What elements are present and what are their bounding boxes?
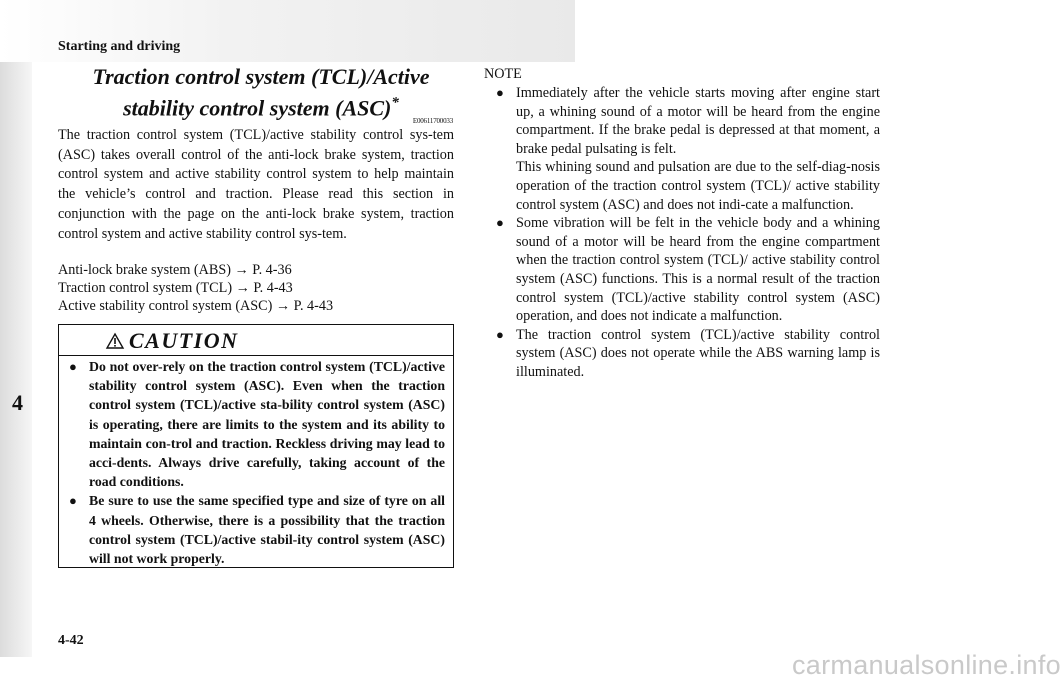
reference-abs: Anti-lock brake system (ABS) → P. 4-36 xyxy=(58,262,292,278)
note-item-text: Immediately after the vehicle starts moving after engine start up, a whining sound of a motor will be heard from the engine compartment. If the brake pedal is depressed at that moment, a brake pedal pulsating is felt. xyxy=(516,85,880,157)
warning-triangle-icon xyxy=(106,333,124,349)
reference-list xyxy=(58,261,454,315)
bullet: ● xyxy=(69,359,77,374)
caution-title: CAUTION xyxy=(129,328,239,353)
caution-box xyxy=(58,324,454,568)
note-label: NOTE xyxy=(484,66,522,82)
watermark: carmanualsonline.info xyxy=(792,650,1061,680)
caution-item-text: Be sure to use the same specified type and size of tyre on all 4 wheels. Otherwise, there is a possibility that the traction control system (TCL)/active stabil-ity control system (ASC) will not work properly. xyxy=(89,493,445,567)
page-number: 4-42 xyxy=(58,633,84,648)
note-item xyxy=(496,84,880,214)
note-item xyxy=(496,214,880,326)
chapter-tab xyxy=(0,62,32,657)
caution-item-text: Do not over-rely on the traction control system (TCL)/active stability control system (ASC). Even when the traction control system (TCL)/active sta-bility control system (ASC) is operating, there are limits to the system and its ability to maintain con-trol and traction. Reckless driving may lead to acci-dents. Always drive carefully, taking account of the road conditions. xyxy=(89,359,445,490)
title-asterisk: * xyxy=(391,95,399,111)
chapter-number: 4 xyxy=(12,390,23,415)
caution-list xyxy=(69,357,445,568)
caution-item xyxy=(69,491,445,568)
bullet: ● xyxy=(496,85,504,100)
caution-item xyxy=(69,357,445,491)
caution-header xyxy=(59,325,453,356)
reference-tcl: Traction control system (TCL) → P. 4-43 xyxy=(58,280,293,296)
note-item xyxy=(496,326,880,382)
bullet: ● xyxy=(496,326,504,342)
note-list xyxy=(496,84,880,382)
bullet: ● xyxy=(496,215,504,231)
page-title xyxy=(70,63,452,121)
section-header: Starting and driving xyxy=(58,39,181,54)
intro-paragraph: The traction control system (TCL)/active stability control sys-tem (ASC) takes overall control of the anti-lock brake system, traction control system and active stability control system to help maintain the vehicle’s control and traction. Please read this section in conjunction with the page on the anti-lock brake system, traction control system and active stability control sys-tem. xyxy=(58,127,454,242)
title-text: Traction control system (TCL)/Active stability control system (ASC) xyxy=(92,64,430,121)
note-item-text: The traction control system (TCL)/active stability control system (ASC) does not operate while the ABS warning lamp is illuminated. xyxy=(516,326,880,380)
document-code: E00611700033 xyxy=(412,117,453,125)
note-item-text-continued: This whining sound and pulsation are due to the self-diag-nosis operation of the traction control system (TCL)/ active stability control system (ASC) and does not indi-cate a malfunction. xyxy=(516,159,880,213)
reference-asc: Active stability control system (ASC) → P. 4-43 xyxy=(58,298,334,314)
note-item-text: Some vibration will be felt in the vehicle body and a whining sound of a motor will be heard from the engine compartment when the traction control system (TCL)/ active stability control system (ASC) functions. This is a normal result of the traction control system (TCL)/active stability control system (ASC) operation, and does not indicate a malfunction. xyxy=(516,215,880,325)
bullet: ● xyxy=(69,493,77,509)
